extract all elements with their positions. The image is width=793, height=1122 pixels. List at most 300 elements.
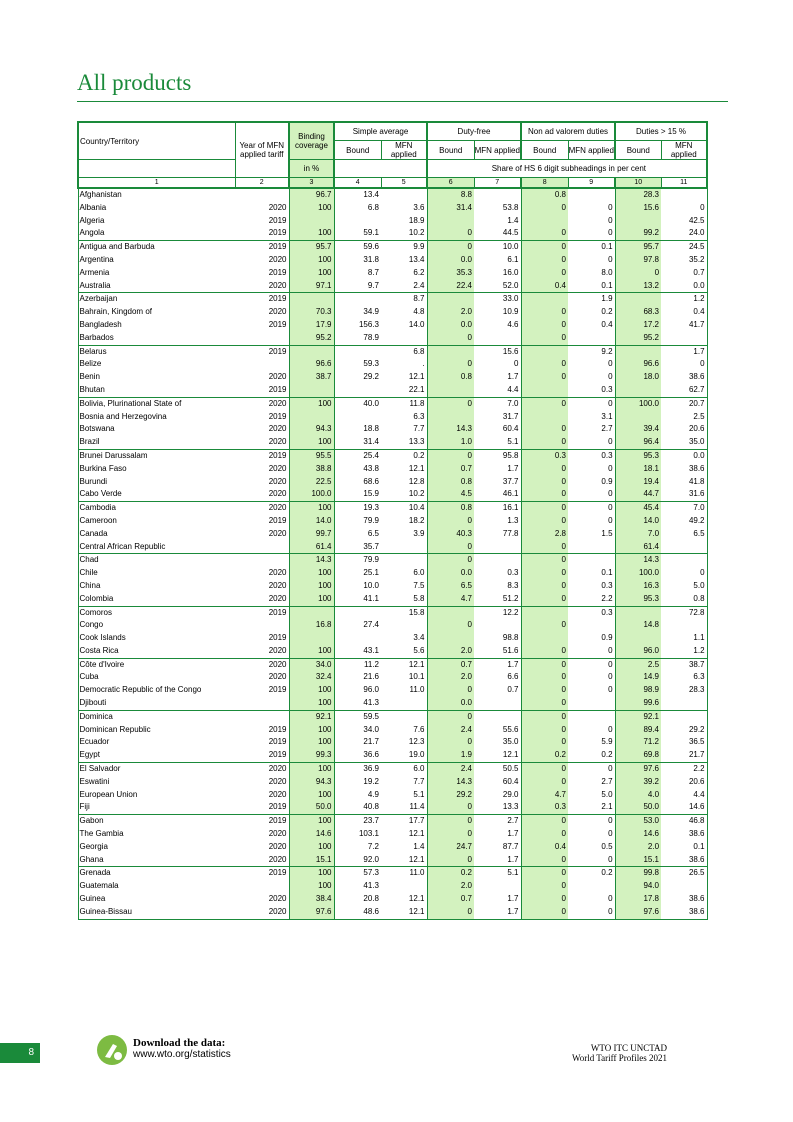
table-row: [78, 241, 707, 254]
value-cell: 0.0: [661, 280, 707, 293]
value-cell: 0: [427, 828, 474, 841]
value-cell: 2.7: [601, 424, 613, 434]
value-cell: 100: [289, 724, 334, 737]
value-cell: 12.1: [408, 372, 425, 382]
value-cell: 0: [427, 241, 474, 254]
value-cell: 15.8: [381, 606, 427, 619]
value-cell: 0.2: [601, 307, 613, 317]
value-cell: 3.4: [413, 633, 425, 643]
value-cell: 40.0: [334, 397, 381, 410]
page-title: All products: [77, 70, 192, 95]
value-cell: 2020: [268, 789, 287, 799]
value-cell: [334, 411, 381, 424]
value-cell: 6.0: [413, 568, 425, 578]
table-row: [78, 815, 707, 828]
value-cell: 10.0: [334, 580, 381, 593]
value-cell: [381, 332, 427, 345]
value-cell: 2.4: [427, 763, 474, 776]
value-cell: 0: [427, 684, 474, 697]
value-cell: 8.7: [334, 267, 381, 280]
value-cell: 0.2: [568, 867, 615, 880]
value-cell: 12.1: [381, 906, 427, 919]
blank-cell: [78, 160, 235, 178]
country-cell: Belarus: [78, 345, 235, 358]
value-cell: 2020: [268, 568, 287, 578]
value-cell: [521, 215, 568, 228]
value-cell: 51.2: [502, 593, 519, 603]
country-cell: Afghanistan: [78, 188, 235, 202]
value-cell: 2.2: [601, 593, 613, 603]
country-cell: Guatemala: [78, 880, 235, 893]
value-cell: 1.3: [507, 515, 519, 525]
blank-cell: [334, 160, 427, 178]
country-cell: Ecuador: [78, 736, 235, 749]
value-cell: 40.3: [427, 528, 474, 541]
value-cell: [521, 293, 568, 306]
value-cell: 0.7: [427, 658, 474, 671]
value-cell: 24.0: [661, 227, 707, 240]
value-cell: [427, 293, 474, 306]
value-cell: 15.6: [474, 345, 521, 358]
value-cell: [474, 710, 521, 723]
value-cell: 15.1: [289, 854, 334, 867]
value-cell: 38.6: [661, 828, 707, 841]
value-cell: 22.1: [408, 384, 425, 394]
value-cell: [235, 358, 289, 371]
value-cell: 14.3: [427, 776, 474, 789]
country-cell: The Gambia: [78, 828, 235, 841]
table-row: [78, 449, 707, 462]
value-cell: 2.0: [427, 671, 474, 684]
value-cell: 0.1: [601, 568, 613, 578]
value-cell: [427, 345, 474, 358]
value-cell: [289, 215, 334, 228]
country-cell: Democratic Republic of the Congo: [78, 684, 235, 697]
value-cell: 5.0: [661, 580, 707, 593]
value-cell: 95.5: [289, 449, 334, 462]
value-cell: 68.6: [334, 476, 381, 489]
value-cell: 0: [521, 267, 568, 280]
value-cell: 0: [427, 815, 474, 828]
col-number: 6: [427, 178, 474, 189]
value-cell: [289, 293, 334, 306]
value-cell: 0.2: [381, 449, 427, 462]
value-cell: 43.8: [334, 463, 381, 476]
value-cell: 14.6: [289, 828, 334, 841]
value-cell: 1.1: [661, 632, 707, 645]
value-cell: 99.2: [615, 227, 661, 240]
country-cell: Azerbaijan: [78, 293, 235, 306]
table-row: [78, 841, 707, 854]
value-cell: 38.4: [289, 893, 334, 906]
table-row: [78, 567, 707, 580]
value-cell: 2020: [268, 841, 287, 851]
value-cell: 5.8: [413, 593, 425, 603]
value-cell: 34.0: [334, 724, 381, 737]
value-cell: 68.3: [615, 306, 661, 319]
value-cell: 97.8: [615, 254, 661, 267]
value-cell: 39.4: [615, 423, 661, 436]
value-cell: 2.0: [427, 880, 474, 893]
value-cell: 0: [521, 736, 568, 749]
value-cell: 6.0: [381, 763, 427, 776]
value-cell: 42.5: [661, 215, 707, 228]
value-cell: 95.2: [289, 332, 334, 345]
value-cell: 95.7: [289, 241, 334, 254]
value-cell: 2019: [268, 750, 287, 760]
value-cell: 2019: [268, 724, 287, 734]
value-cell: 0: [427, 332, 474, 345]
value-cell: 1.7: [474, 658, 521, 671]
value-cell: 96.0: [615, 645, 661, 658]
value-cell: 96.0: [334, 684, 381, 697]
table-body: [78, 188, 707, 919]
col-header-mfn: MFN applied: [661, 141, 707, 160]
value-cell: 100: [289, 880, 334, 893]
country-cell: Antigua and Barbuda: [78, 241, 235, 254]
value-cell: [381, 697, 427, 710]
value-cell: 100: [289, 645, 334, 658]
value-cell: 48.6: [334, 906, 381, 919]
value-cell: 61.4: [289, 541, 334, 554]
table-row: [78, 188, 707, 202]
value-cell: 2.7: [474, 815, 521, 828]
value-cell: 2019: [268, 737, 287, 747]
value-cell: 0.7: [427, 893, 474, 906]
value-cell: [289, 345, 334, 358]
country-cell: Central African Republic: [78, 541, 235, 554]
country-cell: Armenia: [78, 267, 235, 280]
table-row: [78, 488, 707, 501]
country-cell: China: [78, 580, 235, 593]
value-cell: [474, 541, 521, 554]
value-cell: [568, 188, 615, 202]
value-cell: 19.4: [615, 476, 661, 489]
value-cell: 29.2: [427, 789, 474, 802]
value-cell: 0: [521, 567, 568, 580]
value-cell: 0: [427, 515, 474, 528]
col-header-bound: Bound: [521, 141, 568, 160]
value-cell: 0: [521, 697, 568, 710]
value-cell: 6.6: [507, 672, 519, 682]
value-cell: 0: [521, 815, 568, 828]
value-cell: 94.3: [289, 776, 334, 789]
value-cell: 59.1: [334, 227, 381, 240]
value-cell: 2.0: [427, 645, 474, 658]
value-cell: 13.4: [334, 188, 381, 202]
value-cell: 0: [521, 880, 568, 893]
value-cell: 14.8: [615, 619, 661, 632]
value-cell: 92.1: [615, 710, 661, 723]
value-cell: 15.1: [615, 854, 661, 867]
value-cell: [474, 188, 521, 202]
value-cell: [661, 619, 707, 632]
value-cell: 7.2: [334, 841, 381, 854]
value-cell: [661, 880, 707, 893]
value-cell: [235, 554, 289, 567]
country-cell: Cambodia: [78, 502, 235, 515]
value-cell: 0.4: [521, 841, 568, 854]
value-cell: [289, 384, 334, 397]
value-cell: [381, 188, 427, 202]
value-cell: 29.2: [661, 724, 707, 737]
country-cell: Burkina Faso: [78, 463, 235, 476]
value-cell: 97.6: [615, 763, 661, 776]
value-cell: 0.3: [507, 568, 519, 578]
value-cell: 4.0: [615, 789, 661, 802]
value-cell: 13.3: [502, 802, 519, 812]
value-cell: [474, 554, 521, 567]
value-cell: 11.4: [409, 802, 425, 812]
value-cell: 0: [661, 358, 707, 371]
table-row: [78, 789, 707, 802]
value-cell: 100: [289, 815, 334, 828]
value-cell: 60.4: [502, 424, 519, 434]
table-row: [78, 397, 707, 410]
value-cell: 0: [521, 671, 568, 684]
value-cell: 71.2: [615, 736, 661, 749]
value-cell: 0.8: [521, 188, 568, 202]
value-cell: 50.0: [615, 801, 661, 814]
value-cell: 50.0: [289, 801, 334, 814]
value-cell: 4.5: [427, 488, 474, 501]
value-cell: [381, 619, 427, 632]
value-cell: [521, 411, 568, 424]
value-cell: 5.9: [601, 737, 613, 747]
value-cell: 2.8: [521, 528, 568, 541]
table-row: [78, 658, 707, 671]
value-cell: 0: [427, 906, 474, 919]
value-cell: 1.7: [507, 372, 519, 382]
value-cell: 0: [521, 710, 568, 723]
value-cell: 1.9: [427, 749, 474, 762]
value-cell: 0: [521, 202, 568, 215]
value-cell: 2020: [235, 397, 289, 410]
value-cell: [235, 541, 289, 554]
value-cell: 0.8: [427, 371, 474, 384]
value-cell: [568, 332, 615, 345]
value-cell: 2020: [268, 254, 287, 264]
country-cell: Egypt: [78, 749, 235, 762]
value-cell: 35.3: [427, 267, 474, 280]
table-row: [78, 645, 707, 658]
value-cell: 8.0: [601, 267, 613, 277]
value-cell: 3.6: [413, 202, 425, 212]
value-cell: 0: [615, 267, 661, 280]
table-row: [78, 801, 707, 814]
value-cell: 37.7: [502, 476, 519, 486]
value-cell: 0.7: [427, 463, 474, 476]
value-cell: 2019: [268, 802, 287, 812]
value-cell: 45.4: [615, 502, 661, 515]
value-cell: [235, 697, 289, 710]
value-cell: 0.2: [427, 867, 474, 880]
value-cell: 2019: [235, 293, 289, 306]
value-cell: 2019: [268, 267, 287, 277]
table-row: [78, 202, 707, 215]
value-cell: 31.6: [661, 488, 707, 501]
value-cell: 0: [568, 763, 615, 776]
value-cell: 6.5: [427, 580, 474, 593]
download-url[interactable]: www.wto.org/statistics: [133, 1049, 231, 1060]
value-cell: [381, 541, 427, 554]
value-cell: 28.3: [615, 188, 661, 202]
col-number: 11: [661, 178, 707, 189]
value-cell: 18.9: [408, 215, 425, 225]
value-cell: 22.5: [289, 476, 334, 489]
download-note: [133, 1037, 231, 1061]
country-cell: Colombia: [78, 593, 235, 606]
country-cell: Côte d'Ivoire: [78, 658, 235, 671]
value-cell: 17.9: [289, 319, 334, 332]
value-cell: 36.6: [334, 749, 381, 762]
value-cell: [334, 632, 381, 645]
table-row: [78, 541, 707, 554]
country-cell: Chad: [78, 554, 235, 567]
country-cell: Benin: [78, 371, 235, 384]
country-cell: Brazil: [78, 436, 235, 449]
value-cell: 100: [289, 397, 334, 410]
value-cell: 2020: [268, 489, 287, 499]
value-cell: 4.7: [427, 593, 474, 606]
value-cell: 103.1: [334, 828, 381, 841]
value-cell: 17.7: [381, 815, 427, 828]
value-cell: 0: [608, 854, 613, 864]
value-cell: 2019: [268, 411, 287, 421]
value-cell: 96.6: [615, 358, 661, 371]
value-cell: 53.0: [615, 815, 661, 828]
value-cell: 6.8: [334, 202, 381, 215]
country-cell: Grenada: [78, 867, 235, 880]
value-cell: 2020: [268, 528, 287, 538]
value-cell: 0.2: [521, 749, 568, 762]
value-cell: 0: [521, 241, 568, 254]
value-cell: 17.8: [615, 893, 661, 906]
value-cell: 7.5: [413, 580, 425, 590]
value-cell: 0.3: [521, 449, 568, 462]
value-cell: 1.7: [661, 345, 707, 358]
table-row: [78, 411, 707, 424]
value-cell: 0: [521, 580, 568, 593]
country-cell: Gabon: [78, 815, 235, 828]
value-cell: 34.0: [289, 658, 334, 671]
country-cell: Djibouti: [78, 697, 235, 710]
value-cell: 12.8: [408, 476, 425, 486]
value-cell: [615, 632, 661, 645]
table-row: [78, 776, 707, 789]
value-cell: 0.0: [427, 567, 474, 580]
value-cell: 0: [427, 541, 474, 554]
value-cell: 100: [289, 684, 334, 697]
value-cell: 25.4: [334, 449, 381, 462]
value-cell: 0: [608, 202, 613, 212]
table-row: [78, 606, 707, 619]
table-row: [78, 293, 707, 306]
value-cell: 34.9: [334, 306, 381, 319]
value-cell: 100: [289, 254, 334, 267]
value-cell: 0: [427, 619, 474, 632]
value-cell: 70.3: [289, 306, 334, 319]
value-cell: [615, 384, 661, 397]
value-cell: [661, 554, 707, 567]
value-cell: 2019: [268, 215, 287, 225]
value-cell: 7.7: [413, 776, 425, 786]
value-cell: [334, 384, 381, 397]
value-cell: [568, 619, 615, 632]
value-cell: 16.1: [474, 502, 521, 515]
value-cell: 0: [568, 906, 615, 919]
value-cell: 0: [608, 724, 613, 734]
value-cell: 59.5: [334, 710, 381, 723]
country-cell: Brunei Darussalam: [78, 449, 235, 462]
value-cell: 0: [608, 672, 613, 682]
value-cell: 59.3: [334, 358, 381, 371]
table-row: [78, 384, 707, 397]
value-cell: 53.8: [502, 202, 519, 212]
value-cell: [568, 554, 615, 567]
value-cell: 0: [521, 463, 568, 476]
value-cell: 19.2: [334, 776, 381, 789]
value-cell: 8.8: [427, 188, 474, 202]
value-cell: 0: [521, 593, 568, 606]
value-cell: [289, 632, 334, 645]
value-cell: [334, 215, 381, 228]
country-cell: Costa Rica: [78, 645, 235, 658]
table-row: [78, 423, 707, 436]
value-cell: 31.4: [427, 202, 474, 215]
value-cell: 31.4: [334, 436, 381, 449]
value-cell: [334, 293, 381, 306]
value-cell: 0: [521, 488, 568, 501]
col-header-duties-15: Duties > 15 %: [615, 122, 707, 141]
value-cell: 52.0: [502, 280, 519, 290]
value-cell: 2019: [268, 685, 287, 695]
value-cell: 100: [289, 789, 334, 802]
value-cell: 0.4: [661, 306, 707, 319]
value-cell: [568, 541, 615, 554]
value-cell: 5.1: [474, 867, 521, 880]
value-cell: [289, 411, 334, 424]
table-row: [78, 436, 707, 449]
value-cell: 100: [289, 436, 334, 449]
table-row: [78, 306, 707, 319]
value-cell: 2020: [268, 372, 287, 382]
value-cell: 1.4: [507, 215, 519, 225]
value-cell: 2020: [268, 424, 287, 434]
value-cell: 40.8: [334, 801, 381, 814]
table-row: [78, 736, 707, 749]
value-cell: 0: [521, 436, 568, 449]
value-cell: 2020: [268, 593, 287, 603]
value-cell: 35.0: [661, 436, 707, 449]
value-cell: 12.1: [502, 750, 519, 760]
value-cell: 2020: [268, 202, 287, 212]
value-cell: 18.0: [615, 371, 661, 384]
col-header-unit: in %: [289, 160, 334, 178]
table-row: [78, 619, 707, 632]
value-cell: 0: [521, 554, 568, 567]
value-cell: 95.3: [615, 449, 661, 462]
table-row: [78, 227, 707, 240]
value-cell: [568, 697, 615, 710]
value-cell: [661, 710, 707, 723]
value-cell: 99.8: [615, 867, 661, 880]
value-cell: 72.8: [661, 606, 707, 619]
value-cell: 25.1: [334, 567, 381, 580]
value-cell: 100: [289, 567, 334, 580]
col-header-bound: Bound: [427, 141, 474, 160]
col-header-mfn: MFN applied: [568, 141, 615, 160]
